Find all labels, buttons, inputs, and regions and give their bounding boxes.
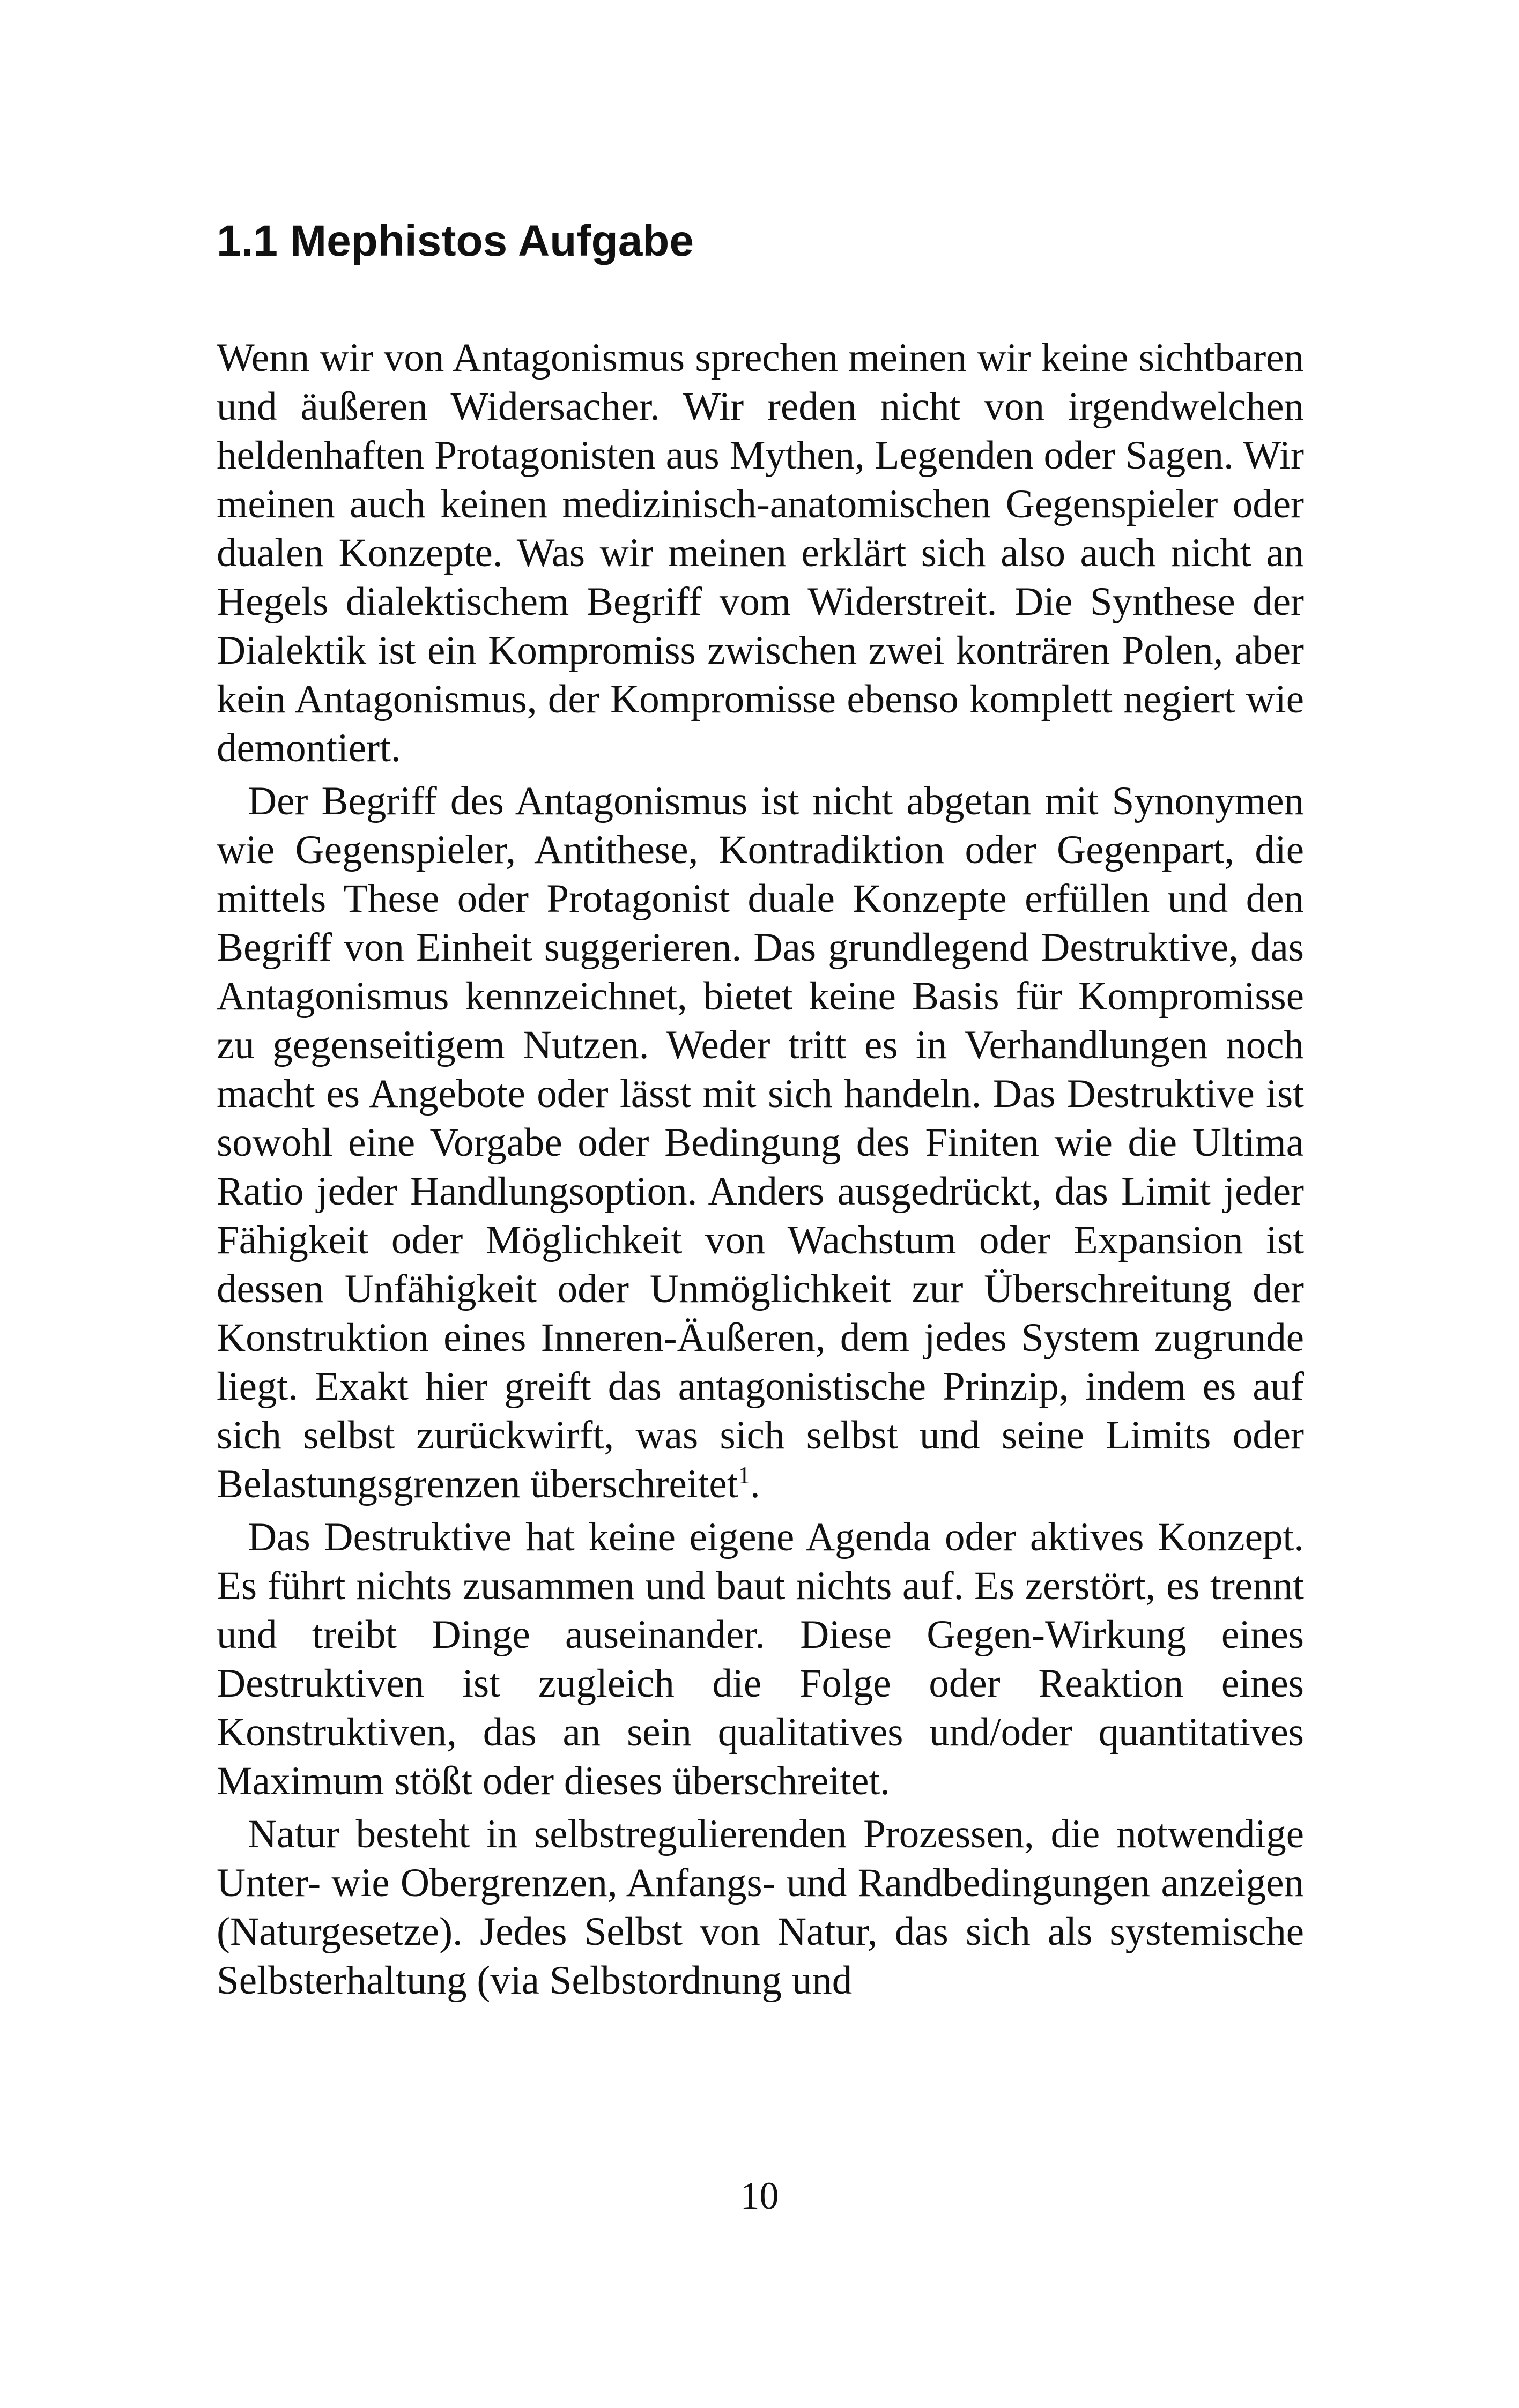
paragraph-3-text: Das Destruktive hat keine eigene Agenda oder aktives Konzept. Es führt nichts zusammen und baut nichts auf. Es zerstört, es trennt und treibt Dinge auseinander. Diese Gegen-Wirkung eines Destruktiven ist zugleich die Folge oder Reaktion eines Konstruktiven, das an sein qualitatives und/oder quantitatives Maximum stößt oder dieses überschreitet. (217, 1515, 1304, 1803)
paragraph-3 (217, 1513, 1304, 1805)
page-number: 10 (740, 2174, 779, 2217)
paragraph-2 (217, 777, 1304, 1508)
body-text (217, 333, 1304, 2005)
section-heading: 1.1 Mephistos Aufgabe (217, 217, 694, 265)
paragraph-4-text: Natur besteht in selbstregulierenden Prozessen, die notwendige Unter- wie Obergrenzen, Anfangs- und Randbedingungen anzeigen (Naturgesetze). Jedes Selbst von Natur, das sich als systemische Selbsterhaltung (via Selbstordnung und (217, 1812, 1304, 2003)
footnote-marker: 1 (738, 1462, 751, 1489)
paragraph-1-text: Wenn wir von Antagonismus sprechen meinen wir keine sichtbaren und äußeren Widersacher. Wir reden nicht von irgendwelchen heldenhaften Protagonisten aus Mythen, Legenden oder Sagen. Wir meinen auch keinen medizinisch-anatomischen Gegenspieler oder dualen Konzepte. Was wir meinen erklärt sich also auch nicht an Hegels dialektischem Begriff vom Widerstreit. Die Synthese der Dialektik ist ein Kompromiss zwischen zwei konträren Polen, aber kein Antagonismus, der Kompromisse ebenso komplett negiert wie demontiert. (217, 336, 1304, 770)
paragraph-2-text: Der Begriff des Antagonismus ist nicht abgetan mit Synonymen wie Gegenspieler, Antithese, Kontradiktion oder Gegenpart, die mittels These oder Protagonist duale Konzepte erfüllen und den Begriff von Einheit suggerieren. Das grundlegend Destruktive, das Antagonismus kennzeichnet, bietet keine Basis für Kompromisse zu gegenseitigem Nutzen. Weder tritt es in Verhandlungen noch macht es Angebote oder lässt mit sich handeln. Das Destruktive ist sowohl eine Vorgabe oder Bedingung des Finiten wie die Ultima Ratio jeder Handlungsoption. Anders ausgedrückt, das Limit jeder Fähigkeit oder Möglichkeit von Wachstum oder Expansion ist dessen Unfähigkeit oder Unmöglichkeit zur Überschreitung der Konstruktion eines Inneren-Äußeren, dem jedes System zugrunde liegt. Exakt hier greift das antagonistische Prinzip, indem es auf sich selbst zurückwirft, was sich selbst und seine Limits oder Belastungsgrenzen überschreitet (217, 779, 1304, 1506)
paragraph-2-end: . (750, 1462, 760, 1506)
paragraph-4 (217, 1810, 1304, 2005)
paragraph-1 (217, 333, 1304, 772)
